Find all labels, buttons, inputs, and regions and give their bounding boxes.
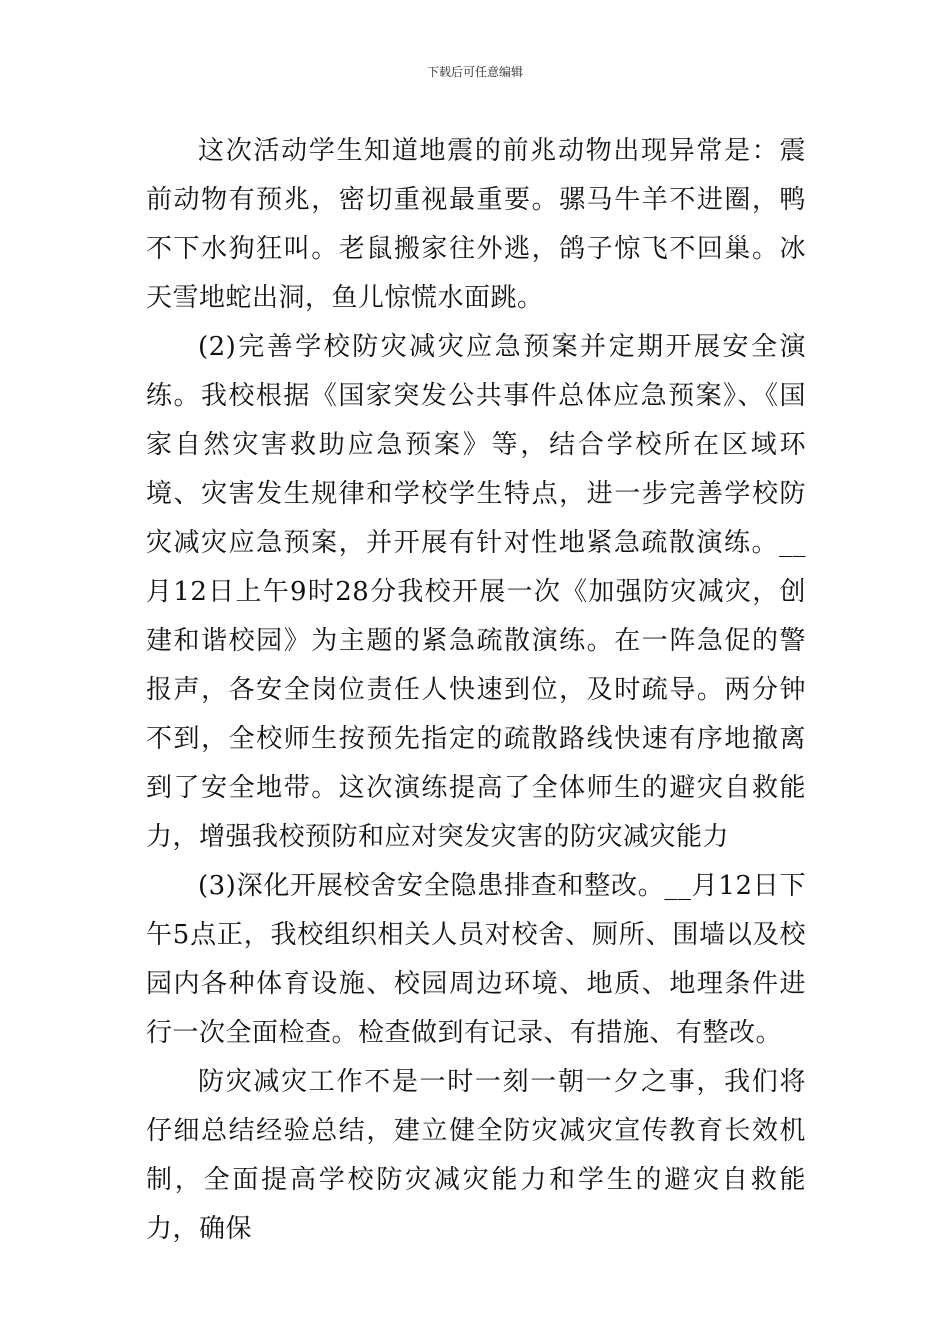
paragraph-emergency-plan: (2)完善学校防灾减灾应急预案并定期开展安全演练。我校根据《国家突发公共事件总体应急预案》、《国家自然灾害救助应急预案》等，结合学校所在区域环境、灾害发生规律和学校学生特点，进一步完善学校防灾减灾应急预案，并开展有针对性地紧急疏散演练。__月12日上午9时28分我校开展一次《加强防灾减灾，创建和谐校园》为主题的紧急疏散演练。在一阵急促的警报声，各安全岗位责任人快速到位，及时疏导。两分钟不到，全校师生按预先指定的疏散路线快速有序地撤离到了安全地带。这次演练提高了全体师生的避灾自救能力，增强我校预防和应对突发灾害的防灾减灾能力 — [146, 332, 806, 852]
paragraph-safety-inspection: (3)深化开展校舍安全隐患排查和整改。__月12日下午5点正，我校组织相关人员对校舍、厕所、围墙以及校园内各种体育设施、校园周边环境、地质、地理条件进行一次全面检查。检查做到有记录、有措施、有整改。 — [146, 871, 806, 1048]
paragraph-animal-signs: 这次活动学生知道地震的前兆动物出现异常是：震前动物有预兆，密切重视最重要。骡马牛羊不进圈，鸭不下水狗狂叫。老鼠搬家往外逃，鸽子惊飞不回巢。冰天雪地蛇出洞，鱼儿惊慌水面跳。 — [146, 136, 806, 313]
page-header: 下载后可任意编辑 — [426, 65, 523, 79]
paragraph-conclusion: 防灾减灾工作不是一时一刻一朝一夕之事，我们将仔细总结经验总结，建立健全防灾减灾宣传教育长效机制，全面提高学校防灾减灾能力和学生的避灾自救能力，确保 — [146, 1067, 806, 1244]
document-body — [146, 127, 806, 1254]
